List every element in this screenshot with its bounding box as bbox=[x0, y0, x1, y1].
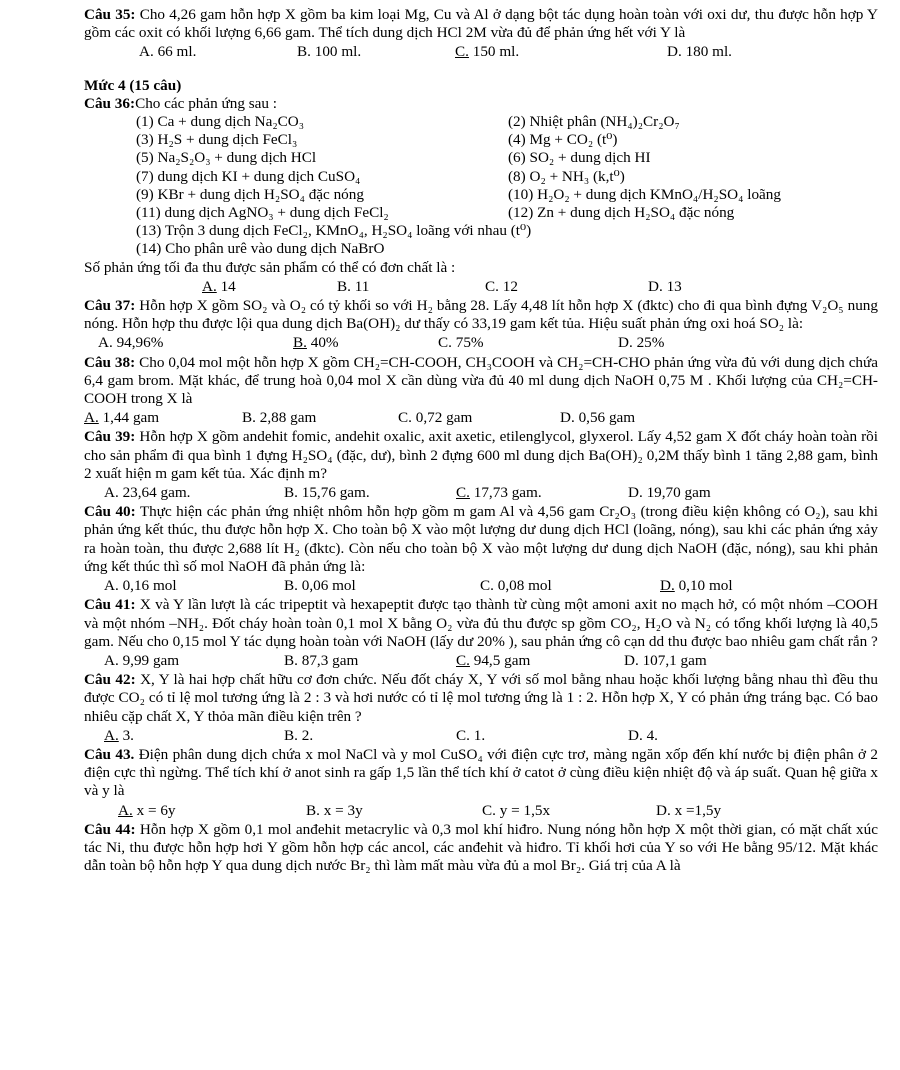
reaction-item: (5) Na₂S₂O₃ + dung dịch HCl bbox=[136, 149, 317, 167]
reaction-item: (7) dung dịch KI + dung dịch CuSO₄ bbox=[136, 167, 361, 185]
option-b[interactable]: B. 11 bbox=[337, 277, 370, 295]
reaction-item: (3) H₂S + dung dịch FeCl₃ bbox=[136, 131, 298, 149]
option-c[interactable]: C. 0,72 gam bbox=[398, 409, 473, 427]
question-38 bbox=[84, 354, 878, 409]
reaction-item: (14) Cho phân urê vào dung dịch NaBrO bbox=[136, 240, 385, 258]
question-35 bbox=[84, 6, 878, 42]
option-a[interactable]: A. 94,96% bbox=[98, 334, 164, 352]
reaction-item: (6) SO₂ + dung dịch HI bbox=[508, 149, 651, 167]
question-43 bbox=[84, 746, 878, 801]
question-text: Cho 4,26 gam hỗn hợp X gồm ba kim loại Mg, Cu và Al ở dạng bột tác dụng hoàn toàn với oxi dư, thu được hỗn hợp Y gồm các oxit có khối lượng 6,66 gam. Thể tích dung dịch HCl 2M vừa đủ để phản ứng hết với Y là bbox=[84, 6, 878, 42]
option-d[interactable]: D. 0,56 gam bbox=[560, 409, 636, 427]
question-number: Câu 35: bbox=[84, 6, 136, 23]
option-c[interactable]: C. 0,08 mol bbox=[480, 577, 552, 595]
option-b[interactable]: B. 2. bbox=[284, 726, 314, 744]
answer-options bbox=[84, 334, 878, 352]
option-c[interactable]: C. y = 1,5x bbox=[482, 801, 551, 819]
option-b[interactable]: B. 100 ml. bbox=[297, 43, 362, 61]
option-a[interactable]: A. 14 bbox=[202, 277, 236, 295]
option-c[interactable]: C. 150 ml. bbox=[455, 43, 520, 61]
option-d[interactable]: D. 4. bbox=[628, 726, 658, 744]
option-a[interactable]: A. 0,16 mol bbox=[104, 577, 177, 595]
option-a[interactable]: A. 66 ml. bbox=[139, 43, 197, 61]
question-number: Câu 41: bbox=[84, 596, 136, 614]
question-37 bbox=[84, 297, 878, 333]
reaction-item: (12) Zn + dung dịch H₂SO₄ đặc nóng bbox=[508, 204, 735, 222]
question-39 bbox=[84, 428, 878, 483]
question-text: X và Y lần lượt là các tripeptit và hexapeptit được tạo thành từ cùng một amoni axit no mạch hở, có một nhóm –COOH và một nhóm –NH₂. Đốt cháy hoàn toàn 0,1 mol X bằng O₂ vừa đủ thu được sp gồm CO₂, H₂O và N₂ có tổng khối lượng là 40,5 gam. Nếu cho 0,15 mol Y tác dụng hoàn toàn với NaOH (lấy dư 20% ), sau phản ứng cô cạn dd thu được bao nhiêu gam chất rắn ? bbox=[84, 596, 878, 650]
question-36 bbox=[84, 95, 878, 113]
option-d[interactable]: D. 19,70 gam bbox=[628, 484, 711, 502]
reaction-item: (1) Ca + dung dịch Na₂CO₃ bbox=[136, 113, 305, 131]
answer-options bbox=[84, 727, 878, 745]
question-prompt: Số phản ứng tối đa thu được sản phẩm có thể có đơn chất là : bbox=[84, 258, 456, 276]
option-a[interactable]: A. 1,44 gam bbox=[84, 409, 160, 427]
reaction-item: (4) Mg + CO₂ (t⁰) bbox=[508, 131, 618, 149]
option-a[interactable]: A. 3. bbox=[104, 726, 134, 744]
question-text: Thực hiện các phản ứng nhiệt nhôm hỗn hợp gồm m gam Al và 4,56 gam Cr₂O₃ (trong điều kiện không có O₂), sau khi phản ứng kết thúc, thu được hỗn hợp X. Cho toàn bộ X vào một lượng dư dung dịch HCl (loãng, nóng), sau khi các phản ứng xảy ra hoàn toàn, thu được 2,688 lít H₂ (đktc). Còn nếu cho toàn bộ X vào một lượng dư dung dịch NaOH (đặc, nóng), sau khi phản ứng kết thúc thì số mol NaOH đã phản ứng là: bbox=[84, 503, 878, 575]
reaction-item: (2) Nhiệt phân (NH₄)₂Cr₂O₇ bbox=[508, 113, 680, 131]
question-number: Câu 38: bbox=[84, 353, 136, 371]
option-d[interactable]: D. 107,1 gam bbox=[624, 651, 707, 669]
reaction-item: (10) H₂O₂ + dung dịch KMnO₄/H₂SO₄ loãng bbox=[508, 185, 781, 203]
question-text: Cho các phản ứng sau : bbox=[135, 94, 277, 112]
option-d[interactable]: D. x =1,5y bbox=[656, 801, 722, 819]
reaction-item: (8) O₂ + NH₃ (k,t⁰) bbox=[508, 167, 625, 185]
option-b[interactable]: B. 40% bbox=[293, 334, 339, 352]
reaction-list bbox=[136, 113, 878, 222]
answer-options bbox=[84, 802, 878, 820]
question-42 bbox=[84, 671, 878, 726]
question-text: Hỗn hợp X gồm SO₂ và O₂ có tỷ khối so với H₂ bằng 28. Lấy 4,48 lít hỗn hợp X (đktc) cho đi qua bình đựng V₂O₅ nung nóng. Hỗn hợp thu được lội qua dung dịch Ba(OH)₂ dư thấy có 33,19 gam kết tủa. Hiệu suất phản ứng oxi hoá SO₂ là: bbox=[84, 297, 878, 333]
option-c[interactable]: C. 17,73 gam. bbox=[456, 484, 542, 502]
option-b[interactable]: B. 0,06 mol bbox=[284, 577, 356, 595]
question-number: Câu 37: bbox=[84, 297, 136, 315]
answer-options bbox=[84, 652, 878, 670]
answer-options bbox=[84, 484, 878, 502]
question-text: X, Y là hai hợp chất hữu cơ đơn chức. Nếu đốt cháy X, Y với số mol bằng nhau hoặc khối lượng bằng nhau thì đều thu được CO₂ có tỉ lệ mol tương ứng là 2 : 3 và hơi nước có tỉ lệ mol tương ứng là 1 : 2. Hỗn hợp X, Y có phản ứng tráng bạc. Có bao nhiêu cặp chất X, Y thỏa mãn điều kiện trên ? bbox=[84, 671, 878, 725]
option-c[interactable]: C. 75% bbox=[438, 334, 484, 352]
question-number: Câu 36: bbox=[84, 94, 136, 112]
question-text: Cho 0,04 mol một hỗn hợp X gồm CH₂=CH-COOH, CH₃COOH và CH₂=CH-CHO phản ứng vừa đủ với dung dịch chứa 6,4 gam brom. Mặt khác, để trung hoà 0,04 mol X cần dùng vừa đủ 40 ml dung dịch NaOH 0,75 M . Khối lượng của CH₂=CH-COOH trong X là bbox=[84, 353, 878, 408]
answer-options bbox=[84, 577, 878, 595]
option-b[interactable]: B. 87,3 gam bbox=[284, 651, 359, 669]
option-c[interactable]: C. 94,5 gam bbox=[456, 651, 531, 669]
option-b[interactable]: B. x = 3y bbox=[306, 801, 363, 819]
question-number: Câu 44: bbox=[84, 820, 136, 838]
option-b[interactable]: B. 15,76 gam. bbox=[284, 484, 370, 502]
question-text: Hỗn hợp X gồm andehit fomic, andehit oxalic, axit axetic, etilenglycol, glyxerol. Lấy 4,52 gam X đốt cháy hoàn toàn rồi cho sản phẩm đi qua bình 1 đựng H₂SO₄ (đặc, dư), bình 2 đựng 600 ml dung dịch Ba(OH)₂ 0,2M thấy bình 1 tăng 2,88 gam, bình 2 xuất hiện m gam kết tủa. Xác định m? bbox=[84, 428, 878, 482]
question-40 bbox=[84, 503, 878, 576]
option-a[interactable]: A. x = 6y bbox=[118, 801, 176, 819]
option-a[interactable]: A. 23,64 gam. bbox=[104, 484, 191, 502]
option-d[interactable]: D. 180 ml. bbox=[667, 43, 732, 61]
question-41 bbox=[84, 596, 878, 651]
answer-options bbox=[84, 278, 878, 296]
option-c[interactable]: C. 12 bbox=[485, 277, 518, 295]
option-c[interactable]: C. 1. bbox=[456, 726, 486, 744]
option-b[interactable]: B. 2,88 gam bbox=[242, 409, 317, 427]
question-number: Câu 39: bbox=[84, 428, 136, 446]
option-d[interactable]: D. 13 bbox=[648, 277, 682, 295]
answer-options bbox=[84, 43, 878, 61]
reaction-item: (9) KBr + dung dịch H₂SO₄ đặc nóng bbox=[136, 185, 364, 203]
option-d[interactable]: D. 0,10 mol bbox=[660, 577, 733, 595]
option-a[interactable]: A. 9,99 gam bbox=[104, 651, 180, 669]
reaction-item: (11) dung dịch AgNO₃ + dung dịch FeCl₂ bbox=[136, 204, 389, 222]
reaction-item: (13) Trộn 3 dung dịch FeCl₂, KMnO₄, H₂SO₄ loãng với nhau (t⁰) bbox=[136, 222, 532, 240]
question-number: Câu 43. bbox=[84, 745, 135, 763]
question-number: Câu 42: bbox=[84, 671, 136, 689]
section-heading: Mức 4 (15 câu) bbox=[84, 76, 182, 94]
question-number: Câu 40: bbox=[84, 503, 136, 521]
question-text: Hỗn hợp X gồm 0,1 mol anđehit metacrylic và 0,3 mol khí hiđro. Nung nóng hỗn hợp X một thời gian, có mặt chất xúc tác Ni, thu được hỗn hợp hơi Y gồm hỗn hợp các ancol, các anđehit và hiđro. Tỉ khối hơi của Y so với He bằng 95/12. Mặt khác dẫn toàn bộ hỗn hợp Y qua dung dịch nước Br₂ thì làm mất màu vừa đủ a mol Br₂. Giá trị của A là bbox=[84, 820, 878, 875]
answer-options bbox=[84, 409, 878, 427]
question-44 bbox=[84, 821, 878, 876]
option-d[interactable]: D. 25% bbox=[618, 334, 665, 352]
question-text: Điện phân dung dịch chứa x mol NaCl và y mol CuSO₄ với điện cực trơ, màng ngăn xốp đến khí nước bị điện phân ở 2 điện cực thì ngừng. Thể tích khí ở anot sinh ra gấp 1,5 lần thể tích khí ở catot ở cùng điều kiện nhiệt độ và áp suất. Quan hệ giữa x và y là bbox=[84, 745, 878, 800]
